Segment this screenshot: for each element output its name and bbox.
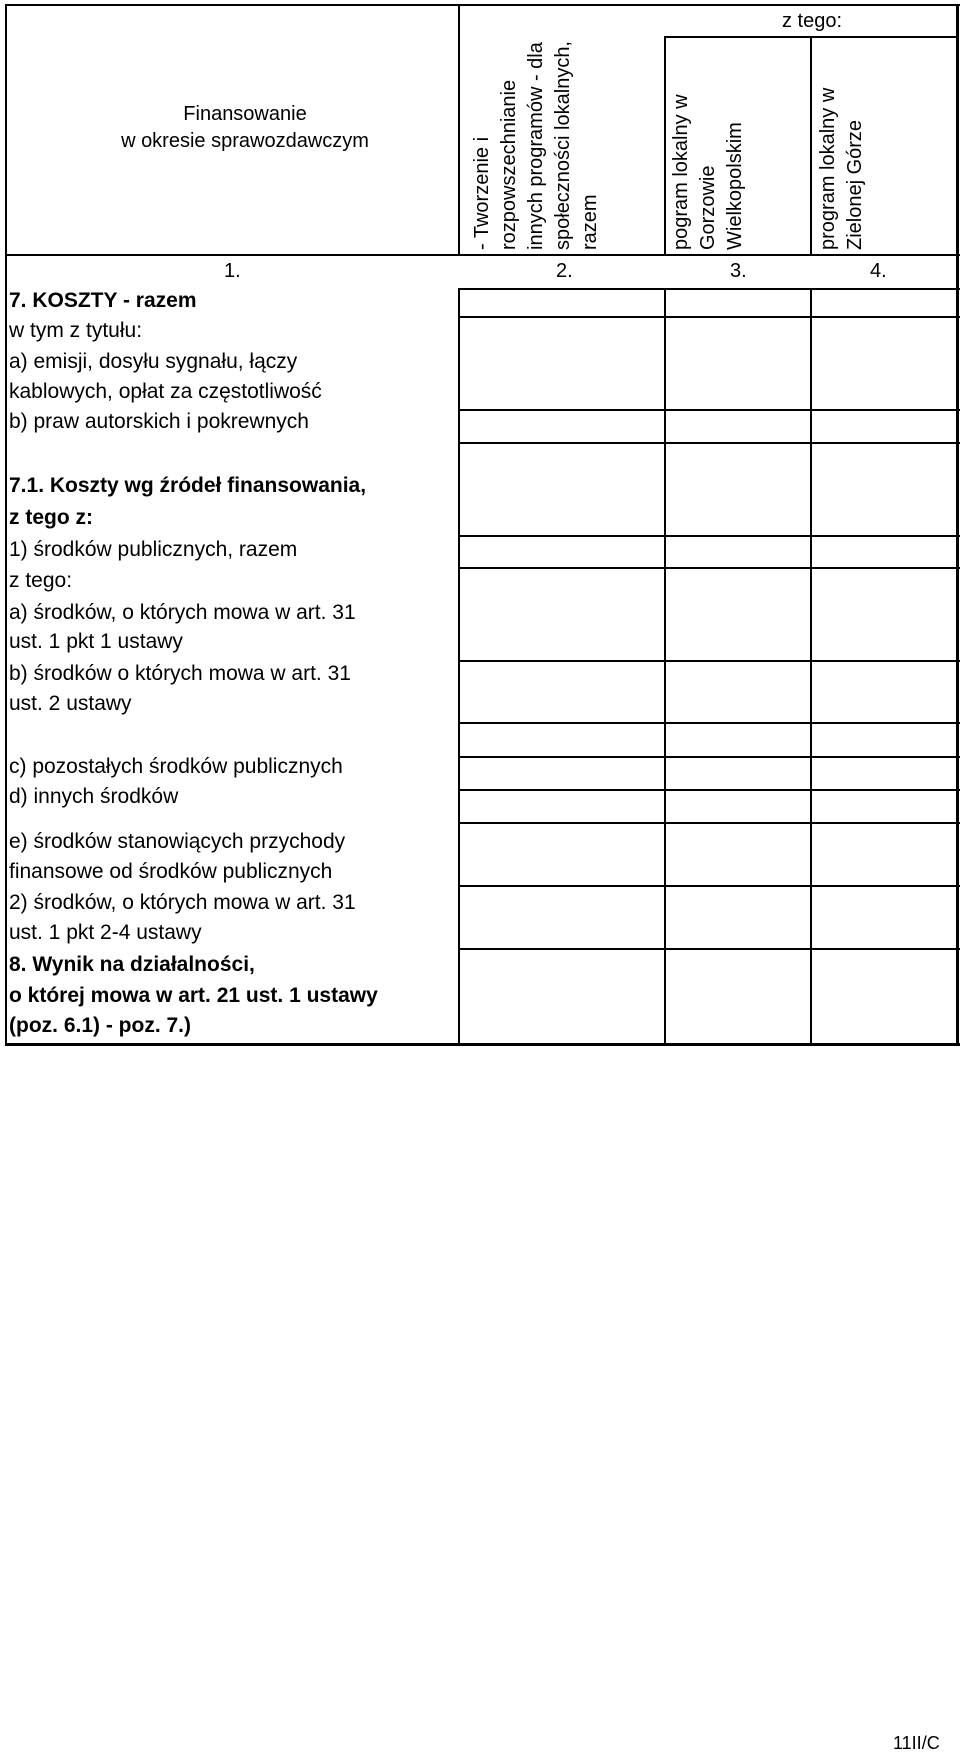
row-label-art31-ust2-cont: ust. 2 ustawy [9, 692, 132, 715]
header-col2-line: rozpowszechnianie [498, 79, 520, 250]
row-label-art31-pkt1: a) środków, o których mowa w art. 31 [9, 601, 356, 624]
row-line [458, 756, 960, 758]
row-label-wynik: 8. Wynik na działalności, [9, 953, 255, 976]
header-col-sep-3 [810, 36, 812, 255]
row-line [458, 885, 960, 887]
header-col-sep-2 [664, 36, 666, 255]
row-line [458, 722, 960, 724]
row-label-praw-autorskich: b) praw autorskich i pokrewnych [9, 410, 309, 433]
border-right [956, 4, 959, 1046]
header-col3-line: Wielkopolskim [724, 122, 746, 250]
row-label-koszty-razem: 7. KOSZTY - razem [9, 289, 197, 312]
row-label-z-tego: z tego: [9, 569, 73, 592]
header-col2 [469, 41, 604, 250]
header-col2-line: razem [579, 194, 601, 250]
row-line [458, 660, 960, 662]
row-label-art31-pkt2-4: 2) środków, o których mowa w art. 31 [9, 891, 356, 914]
row-label-emisji: a) emisji, dosyłu sygnału, łączy [9, 350, 298, 373]
body-col-sep-3 [810, 289, 812, 1043]
header-col2-line: - Tworzenie i [471, 136, 493, 250]
row-label-pozostalych: c) pozostałych środków publicznych [9, 755, 343, 778]
header-col3 [668, 94, 749, 250]
header-financing-line: Finansowanie [183, 103, 307, 125]
row-label-w-tym: w tym z tytułu: [9, 319, 143, 342]
border-left [5, 4, 7, 1046]
header-bottom-line [5, 254, 960, 256]
body-col-sep-2 [664, 289, 666, 1043]
row-line [458, 535, 960, 537]
header-col-sep-1 [458, 4, 460, 255]
header-financing-line: w okresie sprawozdawczym [121, 130, 369, 152]
row-line [458, 409, 960, 411]
row-line [458, 567, 960, 569]
row-label-innych-srodkow: d) innych środków [9, 785, 179, 808]
header-col2-line: innych programów - dla [525, 42, 547, 250]
column-number-4: 4. [870, 260, 887, 282]
row-line [458, 822, 960, 824]
page-code: 11II/C [893, 1733, 940, 1753]
body-col-sep-1 [458, 289, 460, 1043]
row-line [458, 316, 960, 318]
border-bottom [5, 1043, 960, 1046]
row-label-art31-pkt1-cont: ust. 1 pkt 1 ustawy [9, 630, 183, 653]
row-label-koszty-wg-zrodel: 7.1. Koszty wg źródeł finansowania, [9, 474, 367, 497]
border-top [5, 4, 960, 6]
row-label-art31-pkt2-4-cont: ust. 1 pkt 2-4 ustawy [9, 921, 202, 944]
row-label-przychody-cont: finansowe od środków publicznych [9, 860, 333, 883]
row-label-srodkow-publicznych: 1) środków publicznych, razem [9, 538, 298, 561]
header-financing [110, 101, 380, 155]
header-col4 [815, 88, 869, 250]
column-number-3: 3. [730, 260, 747, 282]
row-line [458, 442, 960, 444]
row-label-art31-ust2: b) środków o których mowa w art. 31 [9, 662, 351, 685]
header-col4-line: program lokalny w [817, 87, 839, 250]
header-col3-line: Gorzowie [697, 165, 719, 250]
row-label-wynik-formula: (poz. 6.1) - poz. 7.) [9, 1014, 191, 1037]
row-label-przychody: e) środków stanowiących przychody [9, 830, 346, 853]
row-label-wynik-cont: o której mowa w art. 21 ust. 1 ustawy [9, 984, 378, 1007]
row-line [458, 948, 960, 950]
row-label-emisji-cont: kablowych, opłat za częstotliwość [9, 380, 322, 403]
header-col2-line: społeczności lokalnych, [552, 41, 574, 250]
row-label-z-tego-z: z tego z: [9, 506, 93, 529]
header-col3-line: pogram lokalny w [670, 94, 692, 250]
header-z-tego: z tego: [781, 10, 843, 32]
row-line [458, 288, 960, 290]
row-line [458, 789, 960, 791]
column-number-1: 1. [224, 260, 241, 282]
header-col4-line: Zielonej Górze [844, 119, 866, 250]
header-z-tego-line [664, 36, 959, 38]
column-number-2: 2. [556, 260, 573, 282]
